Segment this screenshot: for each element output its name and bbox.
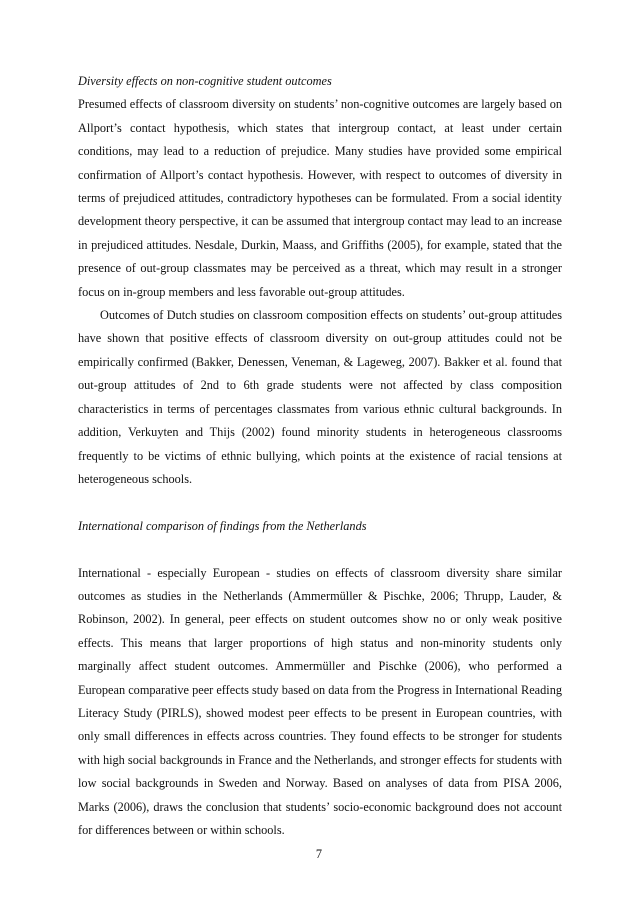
section-spacer: [78, 491, 562, 514]
page-number: 7: [315, 847, 323, 861]
paragraph-dutch-studies: Outcomes of Dutch studies on classroom composition effects on students’ out-group attitudes have shown that positive effects of classroom diversity on out-group attitudes could not be empirically confirmed (Bakker, Denessen, Veneman, & Lageweg, 2007). Bakker et al. found that out-group attitudes of 2nd to 6th grade students were not affected by class composition characteristics in terms of percentages classmates from various ethnic cultural backgrounds. In addition, Verkuyten and Thijs (2002) found minority students in heterogeneous classrooms frequently to be victims of ethnic bullying, which points at the existence of racial tensions at heterogeneous schools.: [78, 308, 562, 486]
document-page: [78, 70, 562, 842]
paragraph-contact-hypothesis: Presumed effects of classroom diversity on students’ non-cognitive outcomes are largely based on Allport’s contact hypothesis, which states that intergroup contact, at least under certain conditions, may lead to a reduction of prejudice. Many studies have provided some empirical confirmation of Allport’s contact hypothesis. However, with respect to outcomes of diversity in terms of prejudiced attitudes, contradictory hypotheses can be formulated. From a social identity development theory perspective, it can be assumed that intergroup contact may lead to an increase in prejudiced attitudes. Nesdale, Durkin, Maass, and Griffiths (2005), for example, stated that the presence of out-group classmates may be perceived as a threat, which may result in a stronger focus on in-group members and less favorable out-group attitudes.: [78, 97, 562, 299]
section-spacer: [78, 538, 562, 561]
section-heading-diversity-effects: Diversity effects on non-cognitive student outcomes: [78, 74, 332, 88]
section-heading-international-comparison: International comparison of findings from the Netherlands: [78, 518, 367, 533]
paragraph-international-studies: International - especially European - studies on effects of classroom diversity share similar outcomes as studies in the Netherlands (Ammermüller & Pischke, 2006; Thrupp, Lauder, & Robinson, 2002). In general, peer effects on student outcomes show no or only weak positive effects. This means that larger proportions of high status and non-minority students only marginally affect student outcomes. Ammermüller and Pischke (2006), who performed a European comparative peer effects study based on data from the Progress in International Reading Literacy Study (PIRLS), showed modest peer effects to be present in European countries, with only small differences in effects across countries. They found effects to be stronger for students with high social backgrounds in France and the Netherlands, and stronger effects for students with low social backgrounds in Sweden and Norway. Based on analyses of data from PISA 2006, Marks (2006), draws the conclusion that students’ socio-economic background does not account for differences between or within schools.: [78, 565, 562, 837]
